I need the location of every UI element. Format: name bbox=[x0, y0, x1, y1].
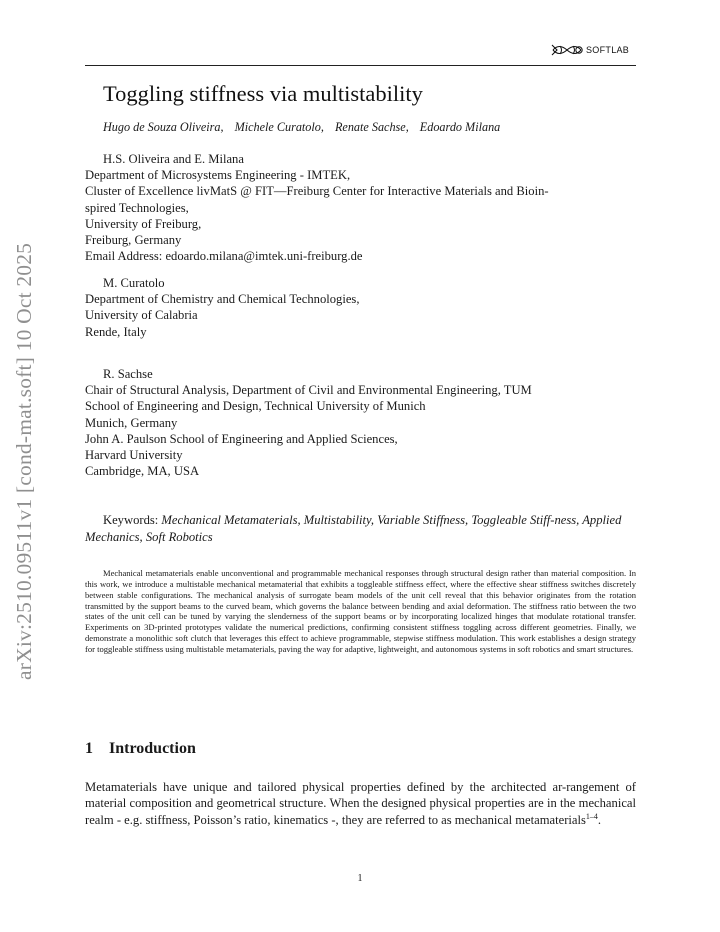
affiliation-line: spired Technologies, bbox=[85, 200, 189, 215]
affiliation-line: John A. Paulson School of Engineering and Applied Sciences, bbox=[85, 431, 398, 446]
paragraph-end: . bbox=[597, 812, 602, 827]
affiliation-line: Chair of Structural Analysis, Department of Civil and Environmental Engineering, TUM bbox=[85, 383, 532, 398]
author-list bbox=[103, 120, 508, 135]
paper-title: Toggling stiffness via multistability bbox=[103, 81, 423, 106]
affiliation-line: Munich, Germany bbox=[85, 415, 178, 430]
keywords bbox=[85, 512, 636, 545]
affiliation-line: University of Freiburg, bbox=[85, 216, 202, 231]
author-name: Edoardo Milana bbox=[419, 120, 501, 134]
affiliation-line: Department of Chemistry and Chemical Technologies, bbox=[85, 292, 360, 307]
affiliation-block-oliveira-milana bbox=[85, 151, 640, 264]
softlab-logo-text: SOFTLAB bbox=[586, 45, 630, 55]
keywords-label: Keywords: bbox=[103, 513, 159, 527]
affiliation-line: Freiburg, Germany bbox=[85, 233, 182, 248]
abstract: Mechanical metamaterials enable unconventional and programmable mechanical responses through structural design rather than material composition. In this work, we introduce a multistable mechanical metamaterial that exhibits a toggleable stiffness effect, where the effective shear stiffness switches discretely between stable configurations. The mechanical analysis of surrogate beam models of the unit cell reveal that this behavior originates from the rotation transmitted by the support beams to the curved beam, which governs the balance between bending and axial deformation. The stiffness ratio between the two states of the unit cell can be tuned by varying the slenderness of the support beams or by incorporating localized hinges that modulate rotational transfer. Experiments on 3D-printed prototypes validate the numerical predictions, confirming consistent stiffness toggling across different geometries. Finally, we demonstrate a monolithic soft clutch that leverages this effect to achieve programmable, stepwise stiffness modulation. This work establishes a design strategy for toggleable stiffness using multistable metamaterials, paving the way for adaptive, lightweight, and autonomous systems in soft robotics and smart structures. bbox=[85, 568, 636, 654]
affiliation-block-curatolo bbox=[85, 275, 640, 340]
citation: 1–4 bbox=[585, 811, 598, 821]
affiliation-line: Harvard University bbox=[85, 448, 183, 463]
affiliation-line: Department of Microsystems Engineering - IMTEK, bbox=[85, 168, 351, 183]
affiliation-line: School of Engineering and Design, Technical University of Munich bbox=[85, 399, 426, 414]
introduction-paragraph bbox=[85, 779, 636, 828]
softlab-logo-icon bbox=[551, 42, 583, 58]
affiliation-authors: R. Sachse bbox=[103, 367, 153, 381]
arxiv-identifier: arXiv:2510.09511v1 [cond-mat.soft] 10 Oct 2025 bbox=[12, 242, 36, 680]
section-heading bbox=[85, 740, 196, 758]
keywords-list: Mechanical Metamaterials, Multistability, Variable Stiffness, Toggleable Stiff-ness, Applied Mechanics, Soft Robotics bbox=[85, 513, 622, 544]
affiliation-block-sachse bbox=[85, 366, 640, 479]
affiliation-authors: M. Curatolo bbox=[103, 276, 165, 290]
affiliation-line: Rende, Italy bbox=[85, 324, 147, 339]
section-number: 1 bbox=[85, 740, 93, 757]
author-name: Michele Curatolo, bbox=[234, 120, 324, 134]
author-name: Hugo de Souza Oliveira, bbox=[103, 120, 224, 134]
section-title: Introduction bbox=[109, 740, 196, 757]
affiliation-line: Cluster of Excellence livMatS @ FIT—Freiburg Center for Interactive Materials and Bioin- bbox=[85, 184, 549, 199]
paragraph-text: Metamaterials have unique and tailored physical properties defined by the architected ar-rangement of material composition and geometrical structure. When the designed physical properties are in the mechanical realm - e.g. stiffness, Poisson’s ratio, kinematics -, they are referred to as mechanical metamaterials bbox=[85, 780, 636, 827]
email-address: Email Address: edoardo.milana@imtek.uni-freiburg.de bbox=[85, 249, 363, 264]
header-rule bbox=[85, 65, 636, 66]
affiliation-line: Cambridge, MA, USA bbox=[85, 464, 200, 479]
affiliation-line: University of Calabria bbox=[85, 308, 198, 323]
page-number: 1 bbox=[357, 873, 363, 884]
affiliation-authors: H.S. Oliveira and E. Milana bbox=[103, 152, 244, 166]
author-name: Renate Sachse, bbox=[334, 120, 409, 134]
softlab-logo bbox=[551, 42, 629, 58]
